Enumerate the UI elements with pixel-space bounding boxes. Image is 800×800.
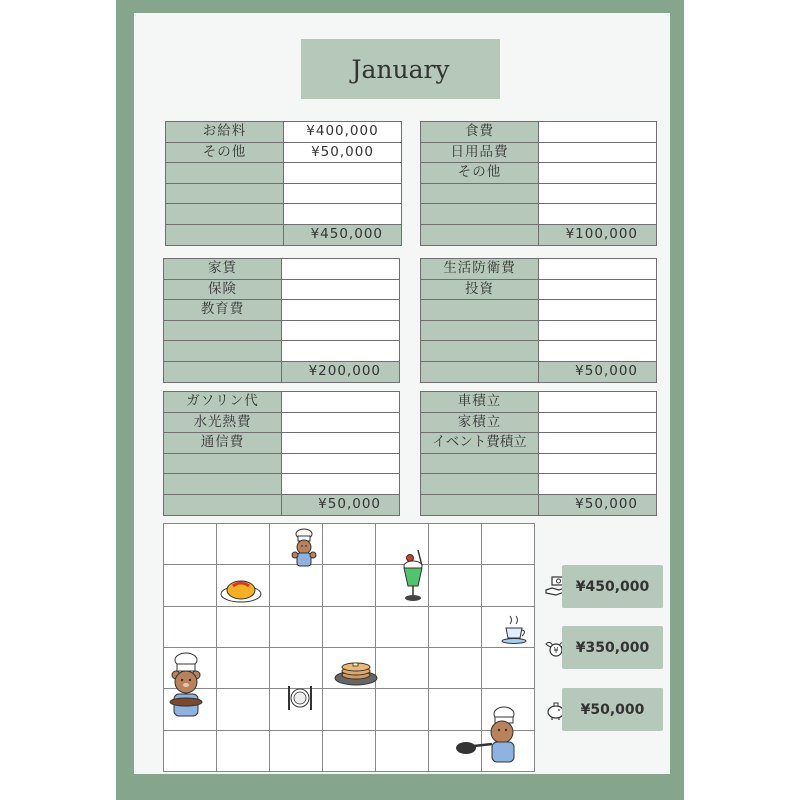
total-value: ¥50,000 (539, 494, 657, 515)
row-value[interactable] (282, 392, 400, 413)
grid-cell[interactable] (376, 607, 429, 648)
row-value[interactable] (284, 204, 402, 225)
row-value[interactable] (539, 142, 657, 163)
table-row (421, 300, 657, 321)
grid-cell[interactable] (429, 648, 482, 689)
pancakes-icon (333, 657, 379, 687)
total-label (421, 494, 539, 515)
grid-cell[interactable] (270, 607, 323, 648)
row-label (166, 163, 284, 184)
bear-chef-frying-pan-icon (454, 704, 524, 766)
row-label (421, 474, 539, 495)
table-row (166, 183, 402, 204)
table-row (166, 163, 402, 184)
row-label: 日用品費 (421, 142, 539, 163)
grid-cell[interactable] (270, 565, 323, 606)
row-label (164, 320, 282, 341)
grid-cell[interactable] (323, 524, 376, 565)
row-label: 通信費 (164, 433, 282, 454)
row-label: お給料 (166, 122, 284, 143)
row-value[interactable] (539, 341, 657, 362)
bear-chef-small-icon (286, 528, 322, 570)
table-row (164, 453, 400, 474)
row-label: ガソリン代 (164, 392, 282, 413)
table-row (421, 279, 657, 300)
row-label: 教育費 (164, 300, 282, 321)
grid-cell[interactable] (217, 648, 270, 689)
row-value[interactable] (282, 474, 400, 495)
row-value[interactable] (282, 412, 400, 433)
row-value[interactable] (539, 163, 657, 184)
total-value: ¥50,000 (282, 494, 400, 515)
grid-cell[interactable] (217, 689, 270, 730)
row-value[interactable] (539, 204, 657, 225)
total-value: ¥100,000 (539, 224, 657, 245)
row-value[interactable]: ¥50,000 (284, 142, 402, 163)
row-value[interactable] (282, 433, 400, 454)
grid-cell[interactable] (323, 607, 376, 648)
income-table (165, 121, 402, 246)
row-label: 家賃 (164, 259, 282, 280)
table-row (166, 122, 402, 143)
row-value[interactable] (539, 183, 657, 204)
row-value[interactable] (539, 259, 657, 280)
row-value[interactable] (539, 412, 657, 433)
table-row (164, 474, 400, 495)
grid-cell[interactable] (323, 689, 376, 730)
row-value[interactable] (282, 453, 400, 474)
total-row (421, 361, 657, 382)
savings-total-badge: ¥50,000 (562, 688, 663, 731)
table-row (421, 183, 657, 204)
grid-cell[interactable] (376, 731, 429, 772)
grid-cell[interactable] (376, 648, 429, 689)
row-label (166, 183, 284, 204)
row-value[interactable] (539, 474, 657, 495)
row-label: 家積立 (421, 412, 539, 433)
row-label (421, 204, 539, 225)
grid-cell[interactable] (217, 524, 270, 565)
row-value[interactable] (282, 259, 400, 280)
grid-cell[interactable] (164, 607, 217, 648)
row-label: その他 (421, 163, 539, 184)
grid-cell[interactable] (164, 565, 217, 606)
table-row (421, 412, 657, 433)
fixed-expenses-table (163, 258, 400, 383)
table-row (421, 453, 657, 474)
omurice-icon (219, 576, 263, 604)
row-label: 生活防衛費 (421, 259, 539, 280)
table-row (166, 204, 402, 225)
row-label: イベント費積立 (421, 433, 539, 454)
grid-cell[interactable] (376, 689, 429, 730)
income-total-badge: ¥450,000 (562, 565, 663, 608)
table-row (164, 259, 400, 280)
total-row (421, 224, 657, 245)
row-value[interactable] (282, 341, 400, 362)
table-row (164, 341, 400, 362)
cream-soda-icon (398, 548, 432, 604)
expense-total-badge: ¥350,000 (562, 626, 663, 669)
row-label (166, 204, 284, 225)
grid-cell[interactable] (323, 731, 376, 772)
bear-chef-icon (164, 652, 208, 720)
row-label (421, 453, 539, 474)
row-value[interactable]: ¥400,000 (284, 122, 402, 143)
total-label (166, 224, 284, 245)
row-label: 食費 (421, 122, 539, 143)
row-label: その他 (166, 142, 284, 163)
total-row (164, 494, 400, 515)
table-row (164, 392, 400, 413)
row-value[interactable] (282, 279, 400, 300)
table-row (421, 392, 657, 413)
row-label (164, 341, 282, 362)
row-value[interactable] (539, 122, 657, 143)
table-row (421, 320, 657, 341)
grid-cell[interactable] (270, 731, 323, 772)
total-label (421, 361, 539, 382)
reserve-funds-table (420, 391, 657, 516)
row-label: 保険 (164, 279, 282, 300)
row-value[interactable] (539, 433, 657, 454)
row-value[interactable] (539, 320, 657, 341)
table-row (164, 433, 400, 454)
living-expenses-table (420, 121, 657, 246)
plate-cutlery-icon (286, 682, 314, 714)
table-row (421, 204, 657, 225)
row-label (421, 300, 539, 321)
table-row (166, 142, 402, 163)
savings-table (420, 258, 657, 383)
svg-text:¥: ¥ (553, 646, 559, 655)
table-row (421, 433, 657, 454)
table-row (164, 279, 400, 300)
month-title: January (301, 39, 500, 99)
row-value[interactable] (284, 183, 402, 204)
table-row (421, 341, 657, 362)
table-row (421, 122, 657, 143)
total-value: ¥50,000 (539, 361, 657, 382)
table-row (164, 300, 400, 321)
total-value: ¥450,000 (284, 224, 402, 245)
coffee-cup-icon (500, 614, 530, 646)
row-label (164, 474, 282, 495)
row-value[interactable] (282, 320, 400, 341)
row-value[interactable] (539, 300, 657, 321)
table-row (164, 412, 400, 433)
grid-cell[interactable] (482, 565, 535, 606)
grid-cell[interactable] (217, 607, 270, 648)
table-row (164, 320, 400, 341)
grid-cell[interactable] (429, 524, 482, 565)
row-label (164, 453, 282, 474)
row-label: 投資 (421, 279, 539, 300)
row-label (421, 320, 539, 341)
grid-cell[interactable] (164, 731, 217, 772)
row-label: 車積立 (421, 392, 539, 413)
total-label (421, 224, 539, 245)
total-row (164, 361, 400, 382)
grid-cell[interactable] (323, 565, 376, 606)
table-row (421, 142, 657, 163)
grid-cell[interactable] (482, 648, 535, 689)
grid-cell[interactable] (482, 524, 535, 565)
row-value[interactable] (539, 279, 657, 300)
total-row (421, 494, 657, 515)
row-value[interactable] (539, 392, 657, 413)
row-label: 水光熱費 (164, 412, 282, 433)
grid-cell[interactable] (217, 731, 270, 772)
table-row (421, 474, 657, 495)
total-label (164, 361, 282, 382)
grid-cell[interactable] (429, 565, 482, 606)
total-row (166, 224, 402, 245)
grid-cell[interactable] (164, 524, 217, 565)
row-value[interactable] (282, 300, 400, 321)
total-value: ¥200,000 (282, 361, 400, 382)
variable-expenses-table (163, 391, 400, 516)
grid-cell[interactable] (429, 607, 482, 648)
row-value[interactable] (539, 453, 657, 474)
table-row (421, 163, 657, 184)
row-label (421, 341, 539, 362)
table-row (421, 259, 657, 280)
row-value[interactable] (284, 163, 402, 184)
row-label (421, 183, 539, 204)
total-label (164, 494, 282, 515)
